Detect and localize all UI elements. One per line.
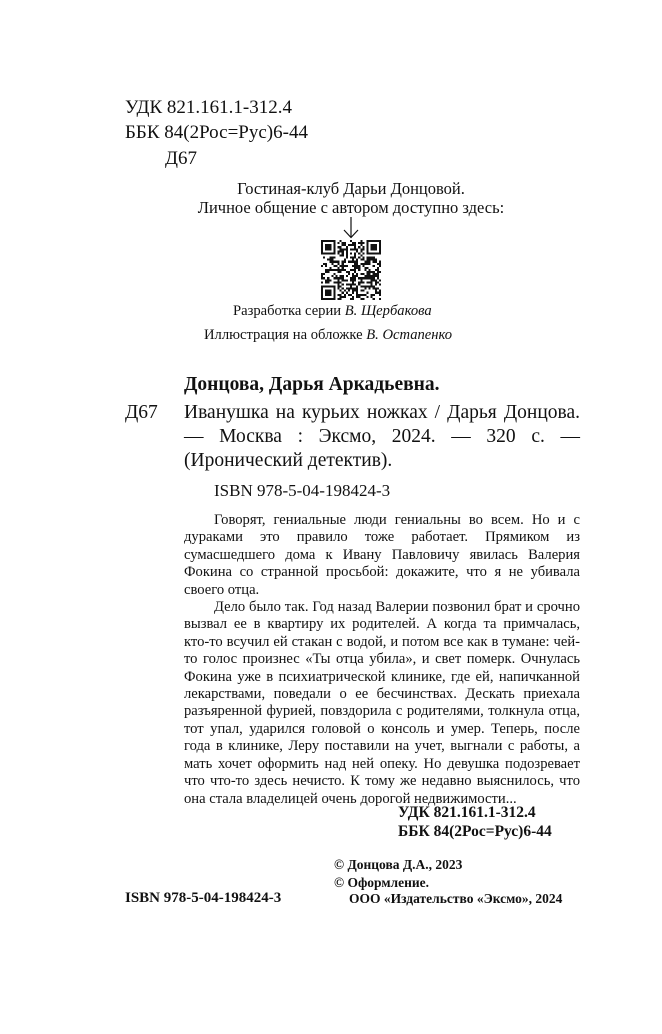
arrow-down-icon	[343, 217, 359, 239]
udk-line: УДК 821.161.1-312.4	[125, 97, 292, 118]
bbk-line: ББК 84(2Рос=Рус)6-44	[125, 122, 308, 143]
annotation-paragraph: Говорят, гениальные люди гениальны во всем. Но и с дураками это правило тоже работает. Прямиком из сумасшедшего дома к Ивану Павловичу явилась Валерия Фокина со странной просьбой: докажите, что я не убивала своего отца.	[184, 512, 580, 598]
series-credit-label: Разработка серии	[233, 303, 342, 319]
club-subtitle: Личное общение с автором доступно здесь:	[197, 198, 505, 217]
author-sign: Д67	[165, 148, 197, 169]
cover-credit-label: Иллюстрация на обложке	[204, 327, 363, 343]
footer-bbk: ББК 84(2Рос=Рус)6-44	[398, 823, 552, 840]
qr-code-icon[interactable]	[321, 240, 381, 300]
club-title: Гостиная-клуб Дарьи Донцовой.	[237, 179, 465, 198]
cover-credit	[204, 327, 452, 345]
copyright-design: © Оформление.	[334, 875, 430, 890]
series-credit	[233, 303, 432, 321]
footer-udk: УДК 821.161.1-312.4	[398, 804, 536, 821]
footer-isbn: ISBN 978-5-04-198424-3	[125, 890, 282, 906]
cover-credit-name: В. Остапенко	[366, 327, 453, 343]
annotation-paragraph: Дело было так. Год назад Валерии позвонил брат и срочно вызвал ее в квартиру их родителей. А когда та примчалась, кто-то всучил ей стакан с водой, и потом все как в тумане: чей-то голос произнес «Ты отца убила», и свет померк. Очнулась Фокина уже в психиатрической клинике, где ей, напичканной лекарствами, поведали о ее бесчинствах. Дескать приехала разъяренной фурией, повздорила с родителями, толкнула отца, тот упал, ударился головой о консоль и умер. Теперь, после года в клинике, Леру поставили на учет, выгнали с работы, а мать хочет оформить над ней опеку. Но девушка подозревает что что-то здесь нечисто. К тому же недавно выяснилось, что она стала владелицей очень дорогой недвижимости...	[184, 599, 580, 807]
copyright-author: © Донцова Д.А., 2023	[334, 857, 463, 872]
catalog-author-heading: Донцова, Дарья Аркадьевна.	[184, 374, 440, 395]
catalog-description: Иванушка на курьих ножках / Дарья Донцова. — Москва : Эксмо, 2024. — 320 с. — (Иронический детектив).	[184, 402, 580, 471]
catalog-isbn: ISBN 978-5-04-198424-3	[214, 481, 391, 500]
series-credit-name: В. Щербакова	[344, 303, 432, 319]
copyright-publisher: ООО «Издательство «Эксмо», 2024	[349, 891, 563, 906]
catalog-sign: Д67	[125, 402, 158, 423]
annotation	[184, 512, 580, 808]
